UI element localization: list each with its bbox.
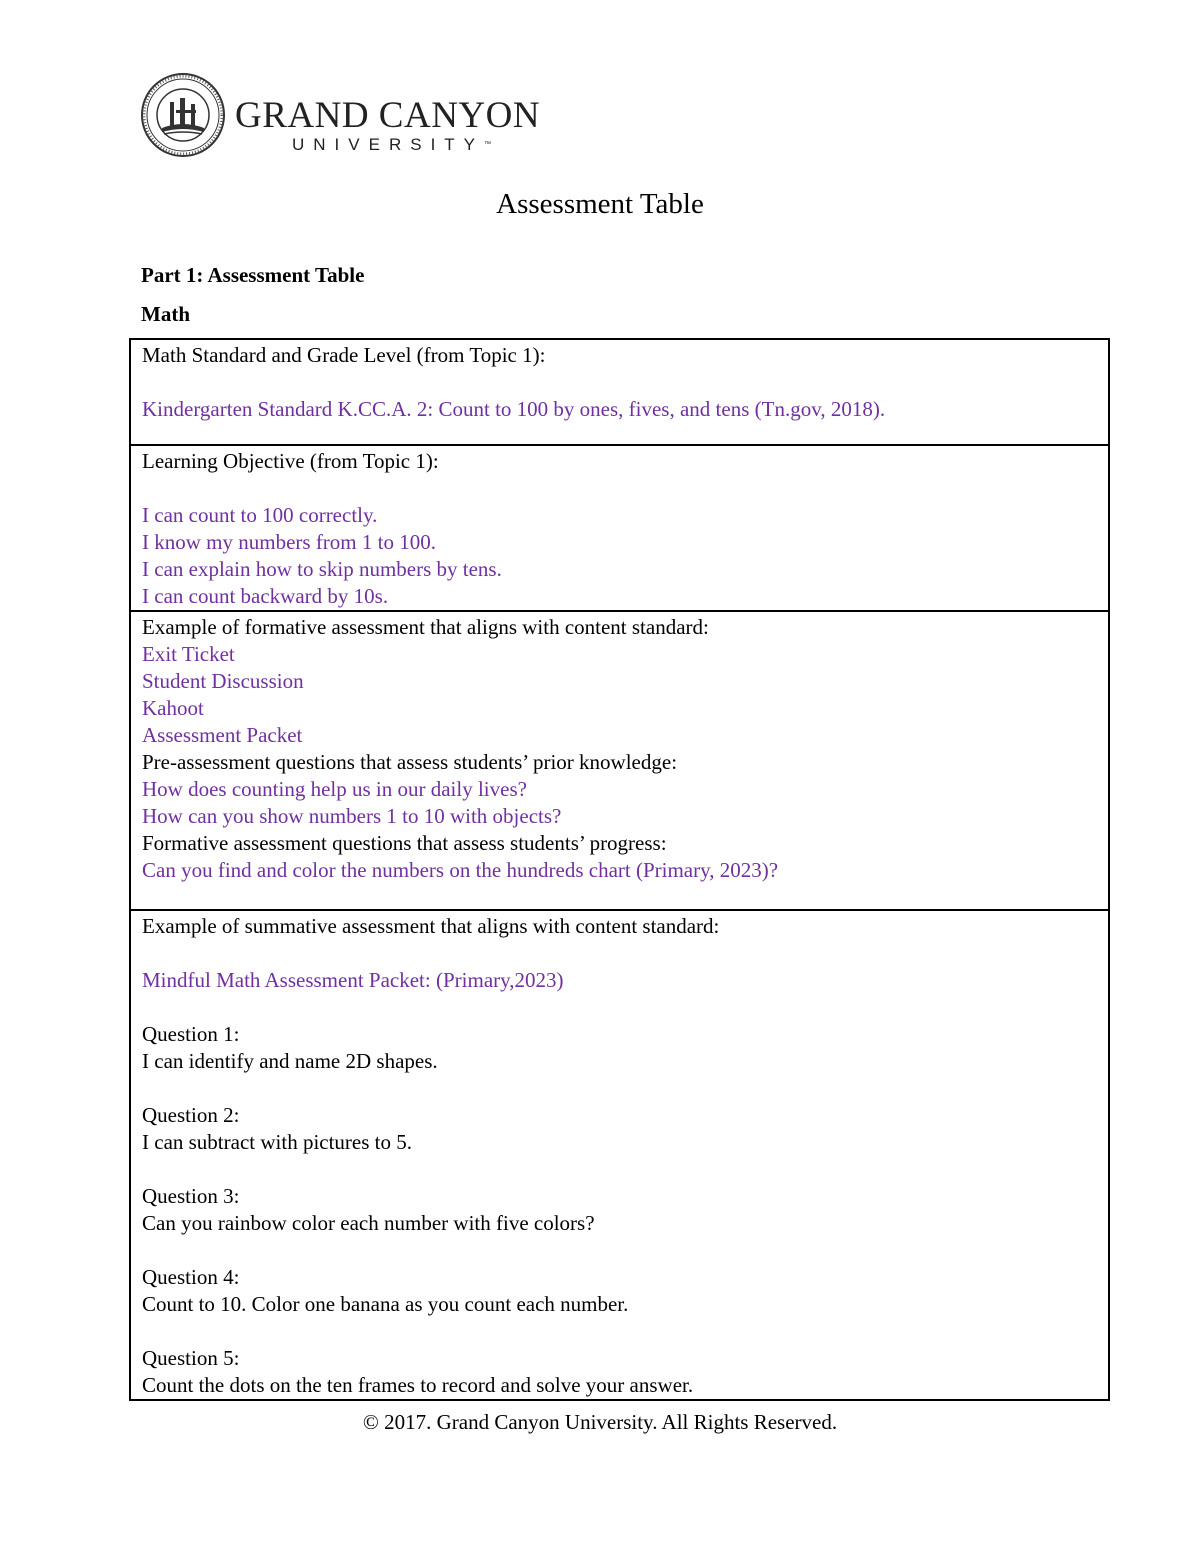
- part-heading: Part 1: Assessment Table: [141, 263, 365, 287]
- standard-cell: [130, 339, 1109, 445]
- objective-item: I can count to 100 correctly.: [142, 503, 378, 527]
- question-label: Question 4:: [142, 1265, 240, 1289]
- formative-label: Example of formative assessment that aligns with content standard:: [142, 615, 709, 639]
- formative-item: Kahoot: [142, 696, 204, 720]
- question-label: Question 5:: [142, 1346, 240, 1370]
- standard-value: Kindergarten Standard K.CC.A. 2: Count to 100 by ones, fives, and tens (Tn.gov, 2018).: [142, 397, 886, 421]
- objective-row: [130, 445, 1109, 611]
- question-text: Count the dots on the ten frames to record and solve your answer.: [142, 1373, 694, 1397]
- question-text: I can subtract with pictures to 5.: [142, 1130, 413, 1154]
- copyright-footer: © 2017. Grand Canyon University. All Rights Reserved.: [362, 1410, 838, 1434]
- pre-assessment-label: Pre-assessment questions that assess students’ prior knowledge:: [142, 750, 678, 774]
- university-logo: [140, 72, 540, 162]
- formative-item: Assessment Packet: [142, 723, 303, 747]
- formative-item: Student Discussion: [142, 669, 304, 693]
- objective-label: Learning Objective (from Topic 1):: [142, 449, 439, 473]
- summative-packet: Mindful Math Assessment Packet: (Primary,2023): [142, 968, 564, 992]
- objective-item: I can explain how to skip numbers by tens.: [142, 557, 502, 581]
- logo-subtitle: UNIVERSITY™: [292, 135, 492, 154]
- objective-item: I can count backward by 10s.: [142, 584, 389, 608]
- progress-assessment-label: Formative assessment questions that assess students’ progress:: [142, 831, 667, 855]
- question-label: Question 1:: [142, 1022, 240, 1046]
- summative-cell: [130, 910, 1109, 1400]
- pre-assessment-question: How does counting help us in our daily lives?: [142, 777, 527, 801]
- assessment-table: [129, 338, 1110, 1401]
- page-title: Assessment Table: [496, 188, 704, 220]
- summative-label: Example of summative assessment that aligns with content standard:: [142, 914, 720, 938]
- logo-wordmark: GRAND CANYON: [235, 95, 541, 136]
- summative-row: [130, 910, 1109, 1400]
- formative-row: [130, 611, 1109, 910]
- formative-cell: [130, 611, 1109, 910]
- university-seal-icon: [140, 72, 226, 158]
- question-label: Question 3:: [142, 1184, 240, 1208]
- question-text: Count to 10. Color one banana as you count each number.: [142, 1292, 629, 1316]
- standard-row: [130, 339, 1109, 445]
- pre-assessment-question: How can you show numbers 1 to 10 with objects?: [142, 804, 562, 828]
- progress-assessment-question: Can you find and color the numbers on the hundreds chart (Primary, 2023)?: [142, 858, 779, 882]
- question-label: Question 2:: [142, 1103, 240, 1127]
- question-text: I can identify and name 2D shapes.: [142, 1049, 438, 1073]
- subject-heading: Math: [141, 302, 190, 326]
- question-text: Can you rainbow color each number with five colors?: [142, 1211, 595, 1235]
- objective-item: I know my numbers from 1 to 100.: [142, 530, 436, 554]
- standard-label: Math Standard and Grade Level (from Topic 1):: [142, 343, 546, 367]
- formative-item: Exit Ticket: [142, 642, 235, 666]
- objective-cell: [130, 445, 1109, 611]
